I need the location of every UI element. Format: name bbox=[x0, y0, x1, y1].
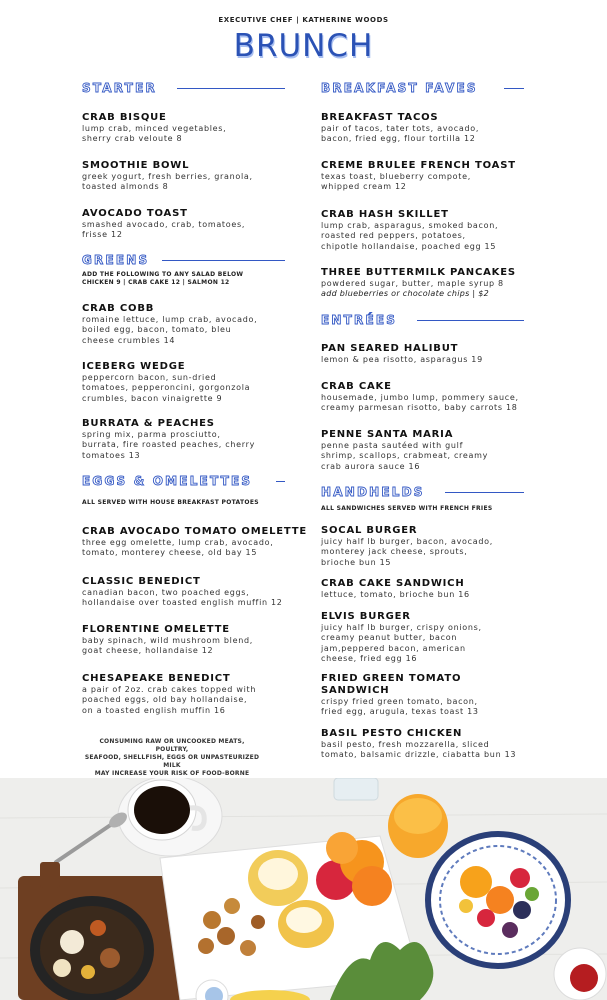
menu-item bbox=[82, 526, 307, 559]
menu-item bbox=[321, 209, 529, 252]
item-description: lettuce, tomato, brioche bun 16 bbox=[321, 590, 470, 599]
section-note-greens: ADD THE FOLLOWING TO ANY SALAD BELOW CHICKEN 9 | CRAB CAKE 12 | SALMON 12 bbox=[82, 271, 244, 286]
item-description: penne pasta sautéed with gulf shrimp, scallops, crabmeat, creamy crab aurora sauce 16 bbox=[321, 441, 489, 471]
item-description: crispy fried green tomato, bacon, fried egg, arugula, texas toast 13 bbox=[321, 697, 479, 717]
menu-item bbox=[321, 578, 529, 600]
section-header-greens bbox=[82, 253, 294, 267]
section-header-eggs-omelettes bbox=[82, 474, 294, 488]
section-title-breakfast-faves: BREAKFAST FAVES bbox=[321, 81, 478, 95]
item-name: CRAB CAKE bbox=[321, 381, 392, 392]
item-description: pair of tacos, tater tots, avocado, bacon, fried egg, flour tortilla 12 bbox=[321, 124, 480, 144]
item-description: smashed avocado, crab, tomatoes, frisse 12 bbox=[82, 220, 246, 240]
item-name: ELVIS BURGER bbox=[321, 611, 411, 622]
menu-item bbox=[82, 361, 294, 404]
item-description: juicy half lb burger, bacon, avocado, monterey jack cheese, sprouts, brioche bun 15 bbox=[321, 537, 493, 567]
item-name: FRIED GREEN TOMATO SANDWICH bbox=[321, 673, 462, 696]
item-name: SOCAL BURGER bbox=[321, 525, 418, 536]
item-name: CRAB BISQUE bbox=[82, 112, 167, 123]
menu-item bbox=[321, 112, 529, 145]
menu-item bbox=[82, 112, 294, 145]
brunch-table-photo bbox=[0, 778, 607, 1000]
menu-item bbox=[321, 381, 529, 414]
menu-item bbox=[82, 303, 294, 346]
menu-item bbox=[321, 343, 529, 365]
menu-item bbox=[82, 160, 294, 193]
item-description: lump crab, asparagus, smoked bacon, roasted red peppers, potatoes, chipotle hollandaise, poached egg 15 bbox=[321, 221, 499, 251]
menu-item bbox=[82, 418, 294, 461]
menu-item bbox=[321, 525, 529, 568]
item-name: BURRATA & PEACHES bbox=[82, 418, 215, 429]
item-name: AVOCADO TOAST bbox=[82, 208, 188, 219]
item-name: PENNE SANTA MARIA bbox=[321, 429, 454, 440]
item-name: THREE BUTTERMILK PANCAKES bbox=[321, 267, 516, 278]
section-rule bbox=[276, 481, 285, 482]
section-note-handhelds: ALL SANDWICHES SERVED WITH FRENCH FRIES bbox=[321, 505, 493, 512]
item-addon-note: add blueberries or chocolate chips | $2 bbox=[321, 289, 490, 299]
menu-item bbox=[82, 673, 294, 716]
item-name: CRAB HASH SKILLET bbox=[321, 209, 449, 220]
menu-item bbox=[321, 267, 529, 299]
section-header-entrees bbox=[321, 313, 529, 327]
section-note-eggs: ALL SERVED WITH HOUSE BREAKFAST POTATOES bbox=[82, 499, 259, 506]
item-name: ICEBERG WEDGE bbox=[82, 361, 186, 372]
item-description: greek yogurt, fresh berries, granola, toasted almonds 8 bbox=[82, 172, 253, 192]
item-name: BASIL PESTO CHICKEN bbox=[321, 728, 463, 739]
section-title-handhelds: HANDHELDS bbox=[321, 485, 425, 499]
item-description: powdered sugar, butter, maple syrup 8 bbox=[321, 279, 504, 288]
menu-item bbox=[82, 208, 294, 241]
menu-item bbox=[321, 611, 529, 664]
menu-item bbox=[321, 728, 529, 761]
menu-item bbox=[321, 673, 529, 718]
section-header-breakfast-faves bbox=[321, 81, 529, 95]
section-rule bbox=[445, 492, 524, 493]
section-rule bbox=[504, 88, 524, 89]
item-description: baby spinach, wild mushroom blend, goat cheese, hollandaise 12 bbox=[82, 636, 253, 656]
menu-item bbox=[82, 576, 294, 609]
section-rule bbox=[177, 88, 285, 89]
section-title-greens: GREENS bbox=[82, 253, 150, 267]
menu-item bbox=[82, 624, 294, 657]
item-description: three egg omelette, lump crab, avocado, tomato, monterey cheese, old bay 15 bbox=[82, 538, 274, 558]
section-header-handhelds bbox=[321, 485, 529, 499]
item-name: CLASSIC BENEDICT bbox=[82, 576, 201, 587]
item-description: peppercorn bacon, sun-dried tomatoes, pepperoncini, gorgonzola crumbles, bacon vinaigrette 9 bbox=[82, 373, 251, 403]
menu-item bbox=[321, 429, 529, 472]
item-name: SMOOTHIE BOWL bbox=[82, 160, 190, 171]
item-description: canadian bacon, two poached eggs, hollandaise over toasted english muffin 12 bbox=[82, 588, 283, 608]
brunch-table-photo-graphic bbox=[0, 778, 607, 1000]
item-name: FLORENTINE OMELETTE bbox=[82, 624, 230, 635]
item-description: juicy half lb burger, crispy onions, creamy peanut butter, bacon jam,peppered bacon, american cheese, fried egg 16 bbox=[321, 623, 482, 663]
section-rule bbox=[417, 320, 524, 321]
item-name: CRAB COBB bbox=[82, 303, 155, 314]
executive-chef-line: EXECUTIVE CHEF | KATHERINE WOODS bbox=[218, 16, 389, 24]
section-rule bbox=[162, 260, 285, 261]
food-safety-warning: CONSUMING RAW OR UNCOOKED MEATS, POULTRY, SEAFOOD, SHELLFISH, EGGS OR UNPASTEURIZED MILK MAY INCREASE YOUR RISK OF FOOD-BORNE bbox=[84, 738, 260, 777]
item-description: spring mix, parma prosciutto, burrata, fire roasted peaches, cherry tomatoes 13 bbox=[82, 430, 255, 460]
item-name: CHESAPEAKE BENEDICT bbox=[82, 673, 231, 684]
item-description: housemade, jumbo lump, pommery sauce, creamy parmesan risotto, baby carrots 18 bbox=[321, 393, 519, 413]
section-title-starter: STARTER bbox=[82, 81, 157, 95]
menu-item bbox=[321, 160, 529, 193]
item-description: lump crab, minced vegetables, sherry crab veloute 8 bbox=[82, 124, 227, 144]
item-name: CRAB CAKE SANDWICH bbox=[321, 578, 465, 589]
item-name: CREME BRULEE FRENCH TOAST bbox=[321, 160, 516, 171]
item-description: a pair of 2oz. crab cakes topped with poached eggs, old bay hollandaise, on a toasted english muffin 16 bbox=[82, 685, 257, 715]
page-title: BRUNCH bbox=[233, 28, 374, 64]
item-name: BREAKFAST TACOS bbox=[321, 112, 439, 123]
item-name: PAN SEARED HALIBUT bbox=[321, 343, 459, 354]
item-description: basil pesto, fresh mozzarella, sliced tomato, balsamic drizzle, ciabatta bun 13 bbox=[321, 740, 517, 760]
item-description: texas toast, blueberry compote, whipped cream 12 bbox=[321, 172, 471, 192]
item-name: CRAB AVOCADO TOMATO OMELETTE bbox=[82, 526, 307, 537]
section-title-entrees: ENTRÉES bbox=[321, 313, 398, 327]
section-header-starter bbox=[82, 81, 294, 95]
item-description: romaine lettuce, lump crab, avocado, boiled egg, bacon, tomato, bleu cheese crumbles 14 bbox=[82, 315, 258, 345]
section-title-eggs-omelettes: EGGS & OMELETTES bbox=[82, 474, 253, 488]
item-description: lemon & pea risotto, asparagus 19 bbox=[321, 355, 483, 364]
